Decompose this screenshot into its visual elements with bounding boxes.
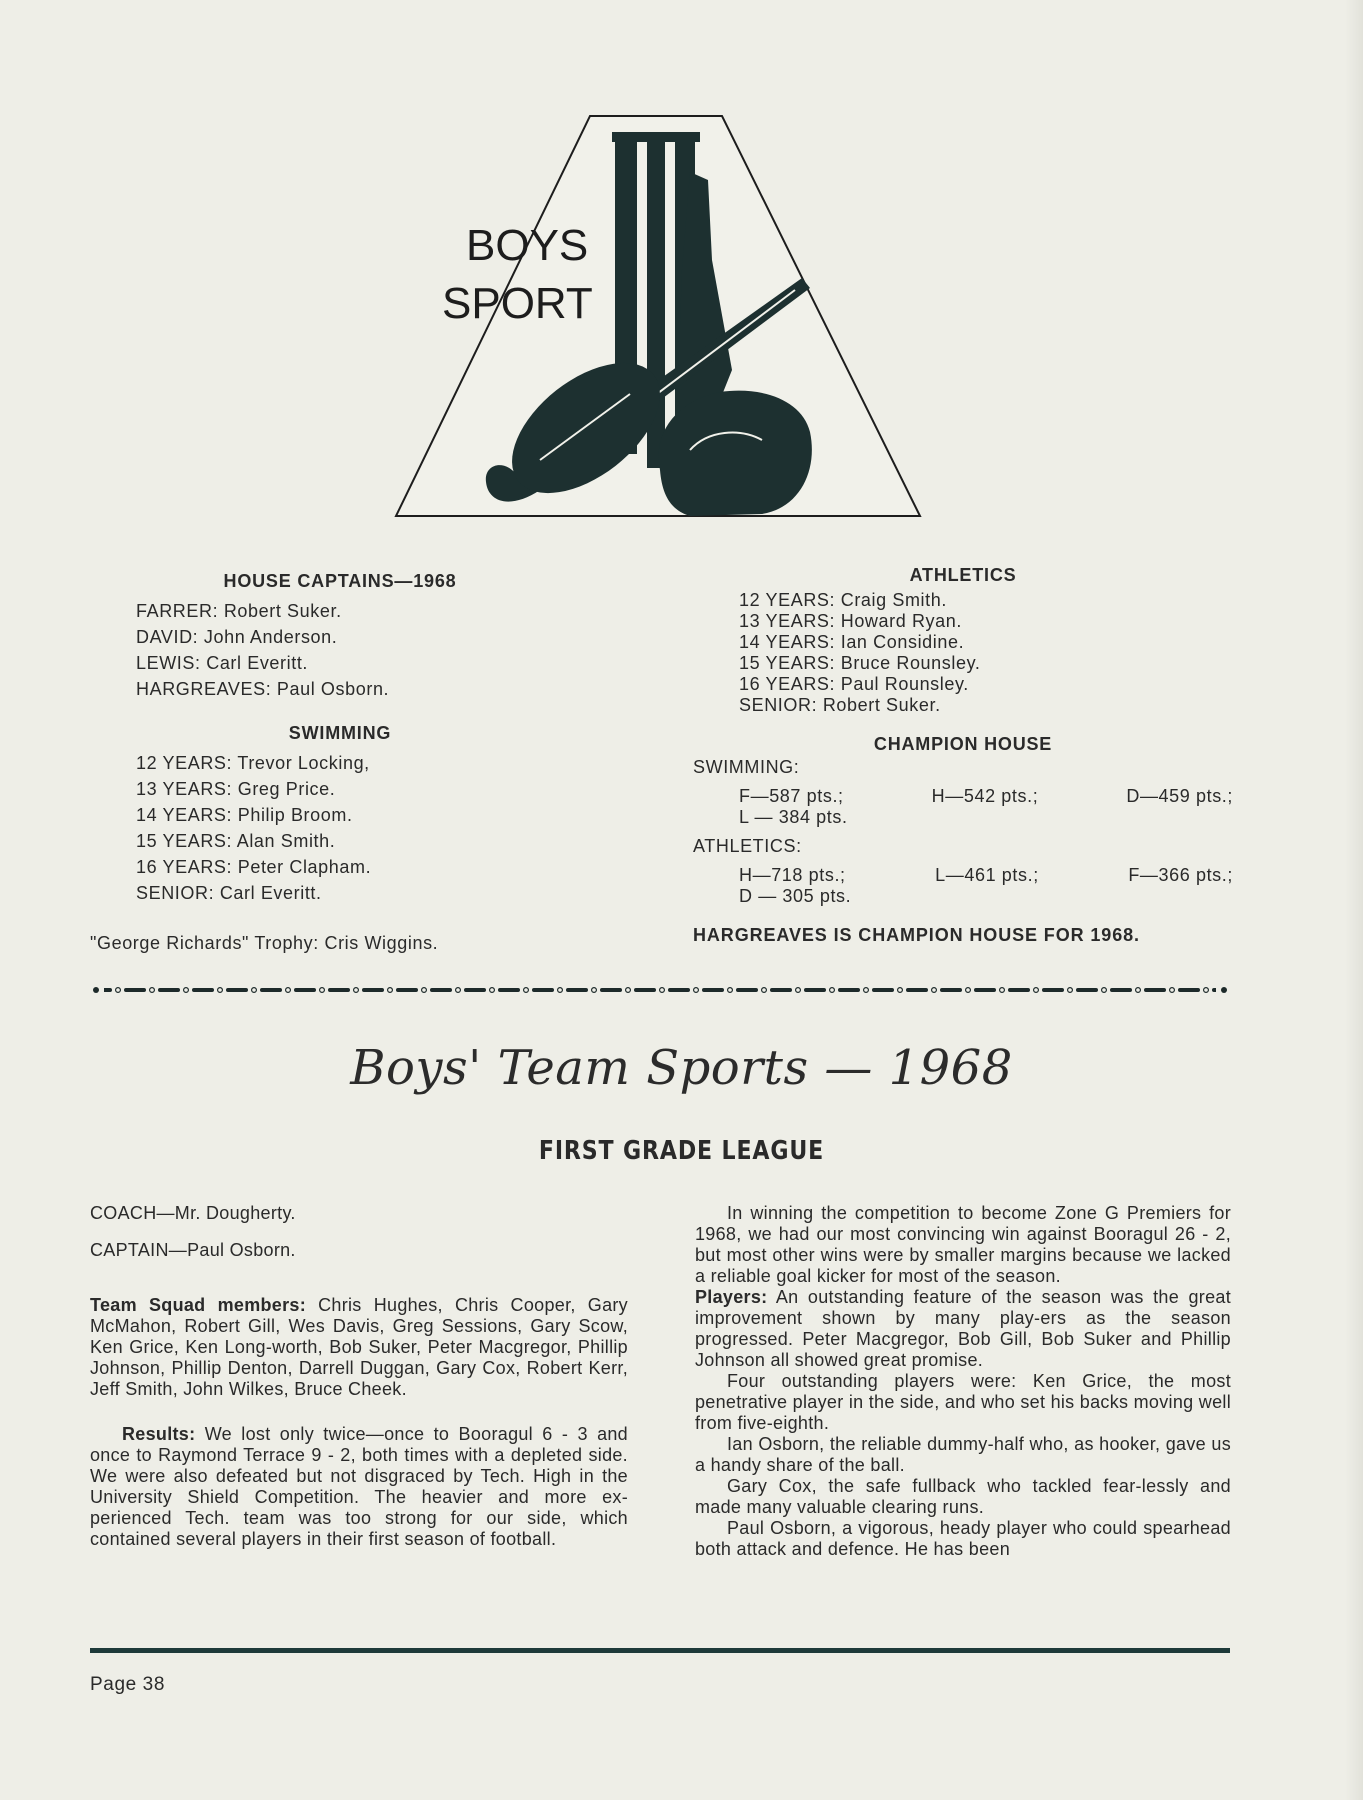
- squad-paragraph: [90, 1295, 628, 1400]
- swimming-item: SENIOR: Carl Everitt.: [136, 883, 322, 903]
- house-captain-item: FARRER: Robert Suker.: [136, 601, 342, 621]
- house-captains-heading: HOUSE CAPTAINS—1968: [223, 571, 457, 591]
- results-paragraph: [90, 1424, 628, 1550]
- swimming-heading: SWIMMING: [288, 723, 392, 743]
- champion-athletics-label: ATHLETICS:: [693, 836, 802, 856]
- points-entry: L — 384 pts.: [739, 807, 848, 827]
- players-text: An outstanding feature of the season was the great improvement shown by many play-ers as the season progressed. Peter Macgregor, Bob Gill, Bob Suker and Phillip Johnson all showed great promise.: [695, 1287, 1231, 1370]
- right-article-column: [695, 1203, 1231, 1560]
- players-label: Players:: [695, 1287, 768, 1307]
- trophy-line: "George Richards" Trophy: Cris Wiggins.: [90, 933, 439, 953]
- logo-text-sport: SPORT: [442, 279, 593, 328]
- athletics-item: 13 YEARS: Howard Ryan.: [739, 611, 962, 631]
- page-edge-shadow: [1345, 0, 1363, 1800]
- points-entry: D — 305 pts.: [739, 886, 852, 906]
- champion-result: HARGREAVES IS CHAMPION HOUSE FOR 1968.: [693, 925, 1140, 945]
- house-captain-item: LEWIS: Carl Everitt.: [136, 653, 309, 673]
- champion-swimming-points: [693, 786, 1233, 807]
- swimming-item: 13 YEARS: Greg Price.: [136, 779, 336, 799]
- section-subtitle: FIRST GRADE LEAGUE: [538, 1136, 825, 1166]
- article-paragraph: Four outstanding players were: Ken Grice, the most penetrative player in the side, and who set his backs moving well from five-eighth.: [695, 1371, 1231, 1433]
- points-entry: L—461 pts.;: [935, 865, 1039, 885]
- champion-athletics-points: [693, 865, 1233, 886]
- boys-sport-logo-icon: [390, 110, 930, 530]
- captain-line: CAPTAIN—Paul Osborn.: [90, 1240, 296, 1260]
- points-entry: H—718 pts.;: [739, 865, 846, 885]
- champion-swimming-label: SWIMMING:: [693, 757, 800, 777]
- athletics-item: 15 YEARS: Bruce Rounsley.: [739, 653, 981, 673]
- champion-house-heading: CHAMPION HOUSE: [873, 734, 1053, 754]
- article-paragraph: Paul Osborn, a vigorous, heady player who could spearhead both attack and defence. He has been: [695, 1518, 1231, 1559]
- points-entry: H—542 pts.;: [931, 786, 1039, 806]
- house-captain-item: DAVID: John Anderson.: [136, 627, 338, 647]
- squad-label: Team Squad members:: [90, 1295, 307, 1315]
- coach-line: COACH—Mr. Dougherty.: [90, 1203, 296, 1223]
- house-captain-item: HARGREAVES: Paul Osborn.: [136, 679, 390, 699]
- athletics-section: [693, 565, 1233, 946]
- athletics-heading: ATHLETICS: [909, 565, 1017, 585]
- athletics-item: 14 YEARS: Ian Considine.: [739, 632, 965, 652]
- article-paragraph: Ian Osborn, the reliable dummy-half who, as hooker, gave us a handy share of the ball.: [695, 1434, 1231, 1475]
- page-number: Page 38: [90, 1674, 165, 1695]
- footer-rule: [90, 1648, 1230, 1653]
- athletics-item: SENIOR: Robert Suker.: [739, 695, 941, 715]
- swimming-item: 16 YEARS: Peter Clapham.: [136, 857, 372, 877]
- results-label: Results:: [122, 1424, 196, 1444]
- athletics-item: 12 YEARS: Craig Smith.: [739, 590, 947, 610]
- logo-text-boys: BOYS: [466, 221, 589, 270]
- swimming-item: 12 YEARS: Trevor Locking,: [136, 753, 370, 773]
- page-title: Boys' Team Sports — 1968: [350, 1040, 1013, 1096]
- left-article-column: [90, 1203, 628, 1550]
- results-text: We lost only twice—once to Booragul 6 - 3 and once to Raymond Terrace 9 - 2, both times with a depleted side. We were also defeated but not disgraced by Tech. High in the University Shield Competition. The heavier and more ex-perienced Tech. team was too strong for our side, which contained several players in their first season of football.: [90, 1424, 628, 1549]
- article-paragraph: Gary Cox, the safe fullback who tackled fear-lessly and made many valuable clearing runs.: [695, 1476, 1231, 1517]
- players-paragraph: [695, 1287, 1231, 1371]
- squad-text: Chris Hughes, Chris Cooper, Gary McMahon, Robert Gill, Wes Davis, Greg Sessions, Gary Scow, Ken Grice, Ken Long-worth, Bob Suker, Peter Macgregor, Phillip Johnson, Phillip Denton, Darrell Duggan, Gary Cox, Robert Kerr, Jeff Smith, John Wilkes, Bruce Cheek.: [90, 1295, 628, 1399]
- points-entry: F—587 pts.;: [739, 786, 844, 806]
- athletics-item: 16 YEARS: Paul Rounsley.: [739, 674, 969, 694]
- swimming-item: 15 YEARS: Alan Smith.: [136, 831, 336, 851]
- intro-paragraph: In winning the competition to become Zone G Premiers for 1968, we had our most convincing win against Booragul 26 - 2, but most other wins were by smaller margins because we lacked a reliable goal kicker for most of the season.: [695, 1203, 1231, 1286]
- points-entry: F—366 pts.;: [1128, 865, 1233, 885]
- points-entry: D—459 pts.;: [1126, 786, 1233, 806]
- decorative-divider: [90, 983, 1230, 997]
- swimming-item: 14 YEARS: Philip Broom.: [136, 805, 353, 825]
- house-captains-section: [90, 568, 590, 956]
